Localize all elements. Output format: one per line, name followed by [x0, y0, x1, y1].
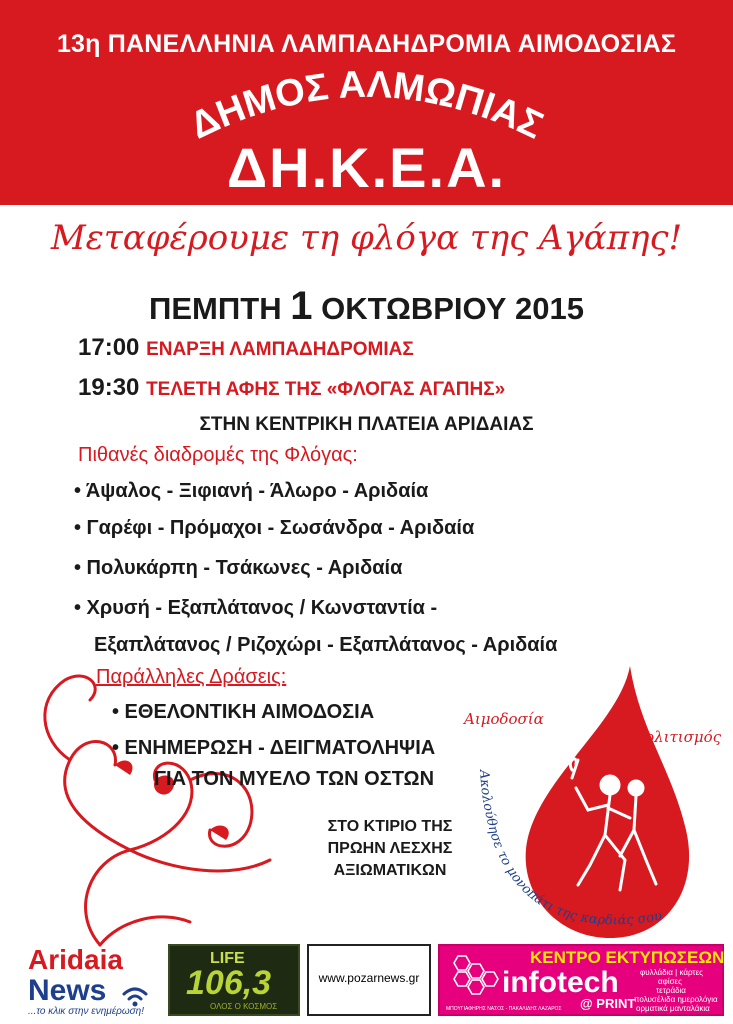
infotech-service: τετράδια — [656, 986, 686, 995]
activity-item: • ΕΘΕΛΟΝΤΙΚΗ ΑΙΜΟΔΟΣΙΑ — [112, 701, 375, 723]
parallel-actions-title: Παράλληλες Δράσεις: — [96, 666, 287, 688]
route-item: • Πολυκάρπη - Τσάκωνες - Αριδαία — [74, 557, 403, 579]
svg-text:ΔΗΜΟΣ ΑΛΜΩΠΙΑΣ — [184, 70, 550, 140]
sponsor-pozarnews — [307, 944, 431, 1016]
date-day: 1 — [290, 284, 313, 328]
route-item: • Γαρέφι - Πρόμαχοι - Σωσάνδρα - Αριδαία — [74, 517, 475, 539]
routes-title: Πιθανές διαδρομές της Φλόγας: — [78, 444, 358, 466]
sponsor-life-radio — [168, 944, 300, 1016]
municipality-name: ΔΗΜΟΣ ΑΛΜΩΠΙΑΣ — [183, 70, 550, 140]
pozar-url: www.pozarnews.gr — [318, 971, 420, 985]
infotech-service: αφίσες — [658, 977, 682, 986]
schedule-item — [78, 334, 414, 362]
slogan: Μεταφέρουμε τη φλόγα της Αγάπης! — [50, 218, 683, 258]
infotech-address: ΜΠΟΥΓΙΑΦΗΡΗΣ ΝΑΣΟΣ - ΠΑΚΑΛΙΔΗΣ ΛΑΖΑΡΟΣ — [446, 1006, 562, 1012]
sponsor-aridaia-news — [24, 944, 164, 1016]
aridaia-line1: Aridaia — [28, 944, 123, 975]
logo-left-word: Αιμοδοσία — [464, 710, 544, 728]
building-line: ΑΞΙΩΜΑΤΙΚΩΝ — [333, 862, 447, 879]
sponsor-infotech — [438, 944, 724, 1016]
municipality-arc — [0, 70, 733, 140]
date-weekday: ΠΕΜΠΤΗ — [148, 291, 282, 326]
aridaia-line2: News — [28, 974, 107, 1007]
route-item: • Άψαλος - Ξιφιανή - Άλωρο - Αριδαία — [74, 480, 429, 502]
event-title: 13η ΠΑΝΕΛΛΗΝΙΑ ΛΑΜΠΑΔΗΔΡΟΜΙΑ ΑΙΜΟΔΟΣΙΑΣ — [56, 30, 677, 58]
activity-item: • ΕΝΗΜΕΡΩΣΗ - ΔΕΙΓΜΑΤΟΛΗΨΙΑ — [112, 737, 436, 759]
building-info — [300, 816, 480, 882]
schedule-label: ΤΕΛΕΤΗ ΑΦΗΣ ΤΗΣ «ΦΛΟΓΑΣ ΑΓΑΠΗΣ» — [146, 379, 506, 400]
wifi-icon — [120, 984, 150, 1008]
infotech-name: infotech — [502, 966, 619, 999]
schedule-item — [78, 374, 505, 402]
schedule-label: ΕΝΑΡΞΗ ΛΑΜΠΑΔΗΔΡΟΜΙΑΣ — [146, 339, 414, 360]
schedule-time: 17:00 — [78, 334, 140, 361]
date-month-year: ΟΚΤΩΒΡΙΟΥ 2015 — [321, 291, 585, 326]
route-item: • Χρυσή - Εξαπλάτανος / Κωνσταντία - — [74, 597, 438, 619]
life-line1: LIFE — [210, 950, 245, 967]
building-line: ΠΡΩΗΝ ΛΕΣΧΗΣ — [327, 840, 453, 857]
header-banner — [0, 0, 733, 205]
infotech-heading: ΚΕΝΤΡΟ ΕΚΤΥΠΩΣΕΩΝ — [530, 948, 725, 967]
hexagon-pattern-icon — [448, 952, 500, 1002]
activity-item-continued: ΓΙΑ ΤΟΝ ΜΥΕΛΟ ΤΩΝ ΟΣΤΩΝ — [154, 768, 435, 790]
event-date — [0, 284, 733, 329]
aridaia-tagline: ...το κλικ στην ενημέρωση! — [28, 1006, 144, 1017]
infotech-service: πολυσέλιδα ημερολόγια — [634, 995, 718, 1004]
logo-right-word: Πολιτισμός — [632, 728, 722, 746]
blood-drop-logo — [460, 660, 730, 960]
infotech-service: ορματικά μανταλάκια — [636, 1004, 710, 1013]
infotech-service: φυλλάδια | κάρτες — [640, 968, 703, 977]
organization-name: ΔΗ.Κ.Ε.Α. — [226, 136, 507, 199]
schedule-time: 19:30 — [78, 374, 140, 401]
building-line: ΣΤΟ ΚΤΙΡΙΟ ΤΗΣ — [327, 818, 453, 835]
life-frequency: 106,3 — [186, 964, 272, 1002]
infotech-print: @ PRINT — [580, 996, 636, 1011]
life-line3: ΟΛΟΣ Ο ΚΟΣΜΟΣ — [210, 1002, 278, 1011]
logo-curve-text: Ακολούθησε το μονοπάτι της καρδιάς σου — [475, 769, 664, 929]
route-item-continued: Εξαπλάτανος / Ριζοχώρι - Εξαπλάτανος - Αριδαία — [94, 634, 558, 656]
event-place: ΣΤΗΝ ΚΕΝΤΡΙΚΗ ΠΛΑΤΕΙΑ ΑΡΙΔΑΙΑΣ — [199, 414, 534, 435]
